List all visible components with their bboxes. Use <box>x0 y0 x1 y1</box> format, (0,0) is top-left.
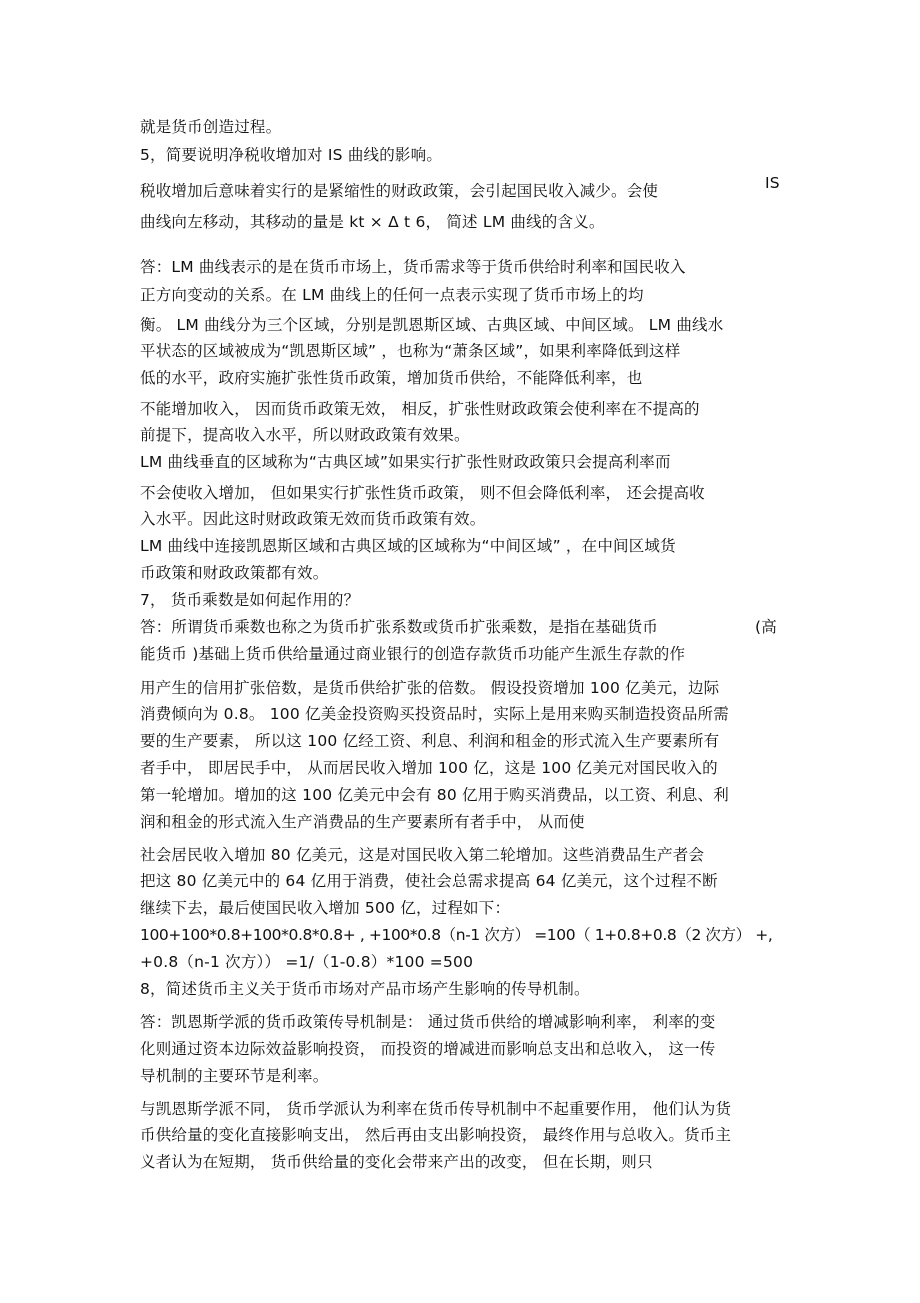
text-line: 正方向变动的关系。在 LM 曲线上的任何一点表示实现了货币市场上的均 <box>140 286 644 304</box>
text-line: 币政策和财政政策都有效。 <box>140 564 329 582</box>
paren-fragment: (高 <box>755 618 777 636</box>
text-line: 币供给量的变化直接影响支出， 然后再由支出影响投资， 最终作用与总收入。货币主 <box>140 1126 732 1144</box>
text-line: LM 曲线中连接凯恩斯区域和古典区域的区域称为“中间区域” ，在中间区域货 <box>140 537 676 555</box>
question-6: 曲线向左移动，其移动的量是 kt × Δ t 6， 简述 LM 曲线的含义。 <box>140 213 605 231</box>
text-line: 继续下去，最后使国民收入增加 500 亿，过程如下： <box>140 899 511 917</box>
text-line: 者手中， 即居民手中， 从而居民收入增加 100 亿，这是 100 亿美元对国民收入的 <box>140 759 718 777</box>
text-line: 化则通过资本边际效益影响投资， 而投资的增减进而影响总支出和总收入， 这一传 <box>140 1040 716 1058</box>
text-line: 导机制的主要环节是利率。 <box>140 1067 329 1085</box>
text-line: 与凯恩斯学派不同， 货币学派认为利率在货币传导机制中不起重要作用， 他们认为货 <box>140 1100 732 1118</box>
text-line: 不能增加收入， 因而货币政策无效， 相反，扩张性财政政策会使利率在不提高的 <box>140 400 700 418</box>
text-line: 能货币 )基础上货币供给量通过商业银行的创造存款货币功能产生派生存款的作 <box>140 645 686 663</box>
text-line: 社会居民收入增加 80 亿美元，这是对国民收入第二轮增加。这些消费品生产者会 <box>140 846 705 864</box>
text-line: 不会使收入增加， 但如果实行扩张性货币政策， 则不但会降低利率， 还会提高收 <box>140 484 705 502</box>
text-line: 用产生的信用扩张倍数，是货币供给扩张的倍数。 假设投资增加 100 亿美元，边际 <box>140 679 720 697</box>
is-label-fragment: IS <box>765 174 780 192</box>
text-line: 衡。 LM 曲线分为三个区域，分别是凯恩斯区域、古典区域、中间区域。 LM 曲线水 <box>140 316 724 334</box>
text-line: 前提下，提高收入水平，所以财政政策有效果。 <box>140 426 470 444</box>
question-7: 7， 货币乘数是如何起作用的？ <box>140 591 360 609</box>
formula-line: 100+100*0.8+100*0.8*0.8+ , +100*0.8（n-1 次方） =100（ 1+0.8+0.8（2 次方） +, <box>140 926 773 944</box>
text-line: 润和租金的形式流入生产消费品的生产要素所有者手中， 从而使 <box>140 813 585 831</box>
text-line: 义者认为在短期， 货币供给量的变化会带来产出的改变， 但在长期，则只 <box>140 1153 653 1171</box>
answer-8: 答：凯恩斯学派的货币政策传导机制是： 通过货币供给的增减影响利率， 利率的变 <box>140 1013 716 1031</box>
text-line: 把这 80 亿美元中的 64 亿用于消费，使社会总需求提高 64 亿美元，这个过程不断 <box>140 872 718 890</box>
text-line: 消费倾向为 0.8。 100 亿美金投资购买投资品时，实际上是用来购买制造投资品所需 <box>140 705 729 723</box>
formula-line: +0.8（n-1 次方）） =1/（1-0.8）*100 =500 <box>140 953 474 971</box>
text-line: 低的水平，政府实施扩张性货币政策，增加货币供给，不能降低利率，也 <box>140 369 643 387</box>
text-line: 就是货币创造过程。 <box>140 118 282 136</box>
question-8: 8，简述货币主义关于货币市场对产品市场产生影响的传导机制。 <box>140 980 590 998</box>
text-line: 税收增加后意味着实行的是紧缩性的财政政策，会引起国民收入减少。会使 <box>140 182 659 200</box>
text-line: 入水平。因此这时财政政策无效而货币政策有效。 <box>140 510 486 528</box>
answer-7: 答：所谓货币乘数也称之为货币扩张系数或货币扩张乘数，是指在基础货币 <box>140 618 659 636</box>
question-5: 5，简要说明净税收增加对 IS 曲线的影响。 <box>140 146 443 164</box>
text-line: 第一轮增加。增加的这 100 亿美元中会有 80 亿用于购买消费品，以工资、利息、利 <box>140 786 729 804</box>
text-line: LM 曲线垂直的区域称为“古典区域”如果实行扩张性财政政策只会提高利率而 <box>140 453 671 471</box>
text-line: 平状态的区域被成为“凯恩斯区域” ，也称为“萧条区域”，如果利率降低到这样 <box>140 342 681 360</box>
text-line: 要的生产要素， 所以这 100 亿经工资、利息、利润和租金的形式流入生产要素所有 <box>140 732 720 750</box>
answer-6: 答：LM 曲线表示的是在货币市场上，货币需求等于货币供给时利率和国民收入 <box>140 258 686 276</box>
